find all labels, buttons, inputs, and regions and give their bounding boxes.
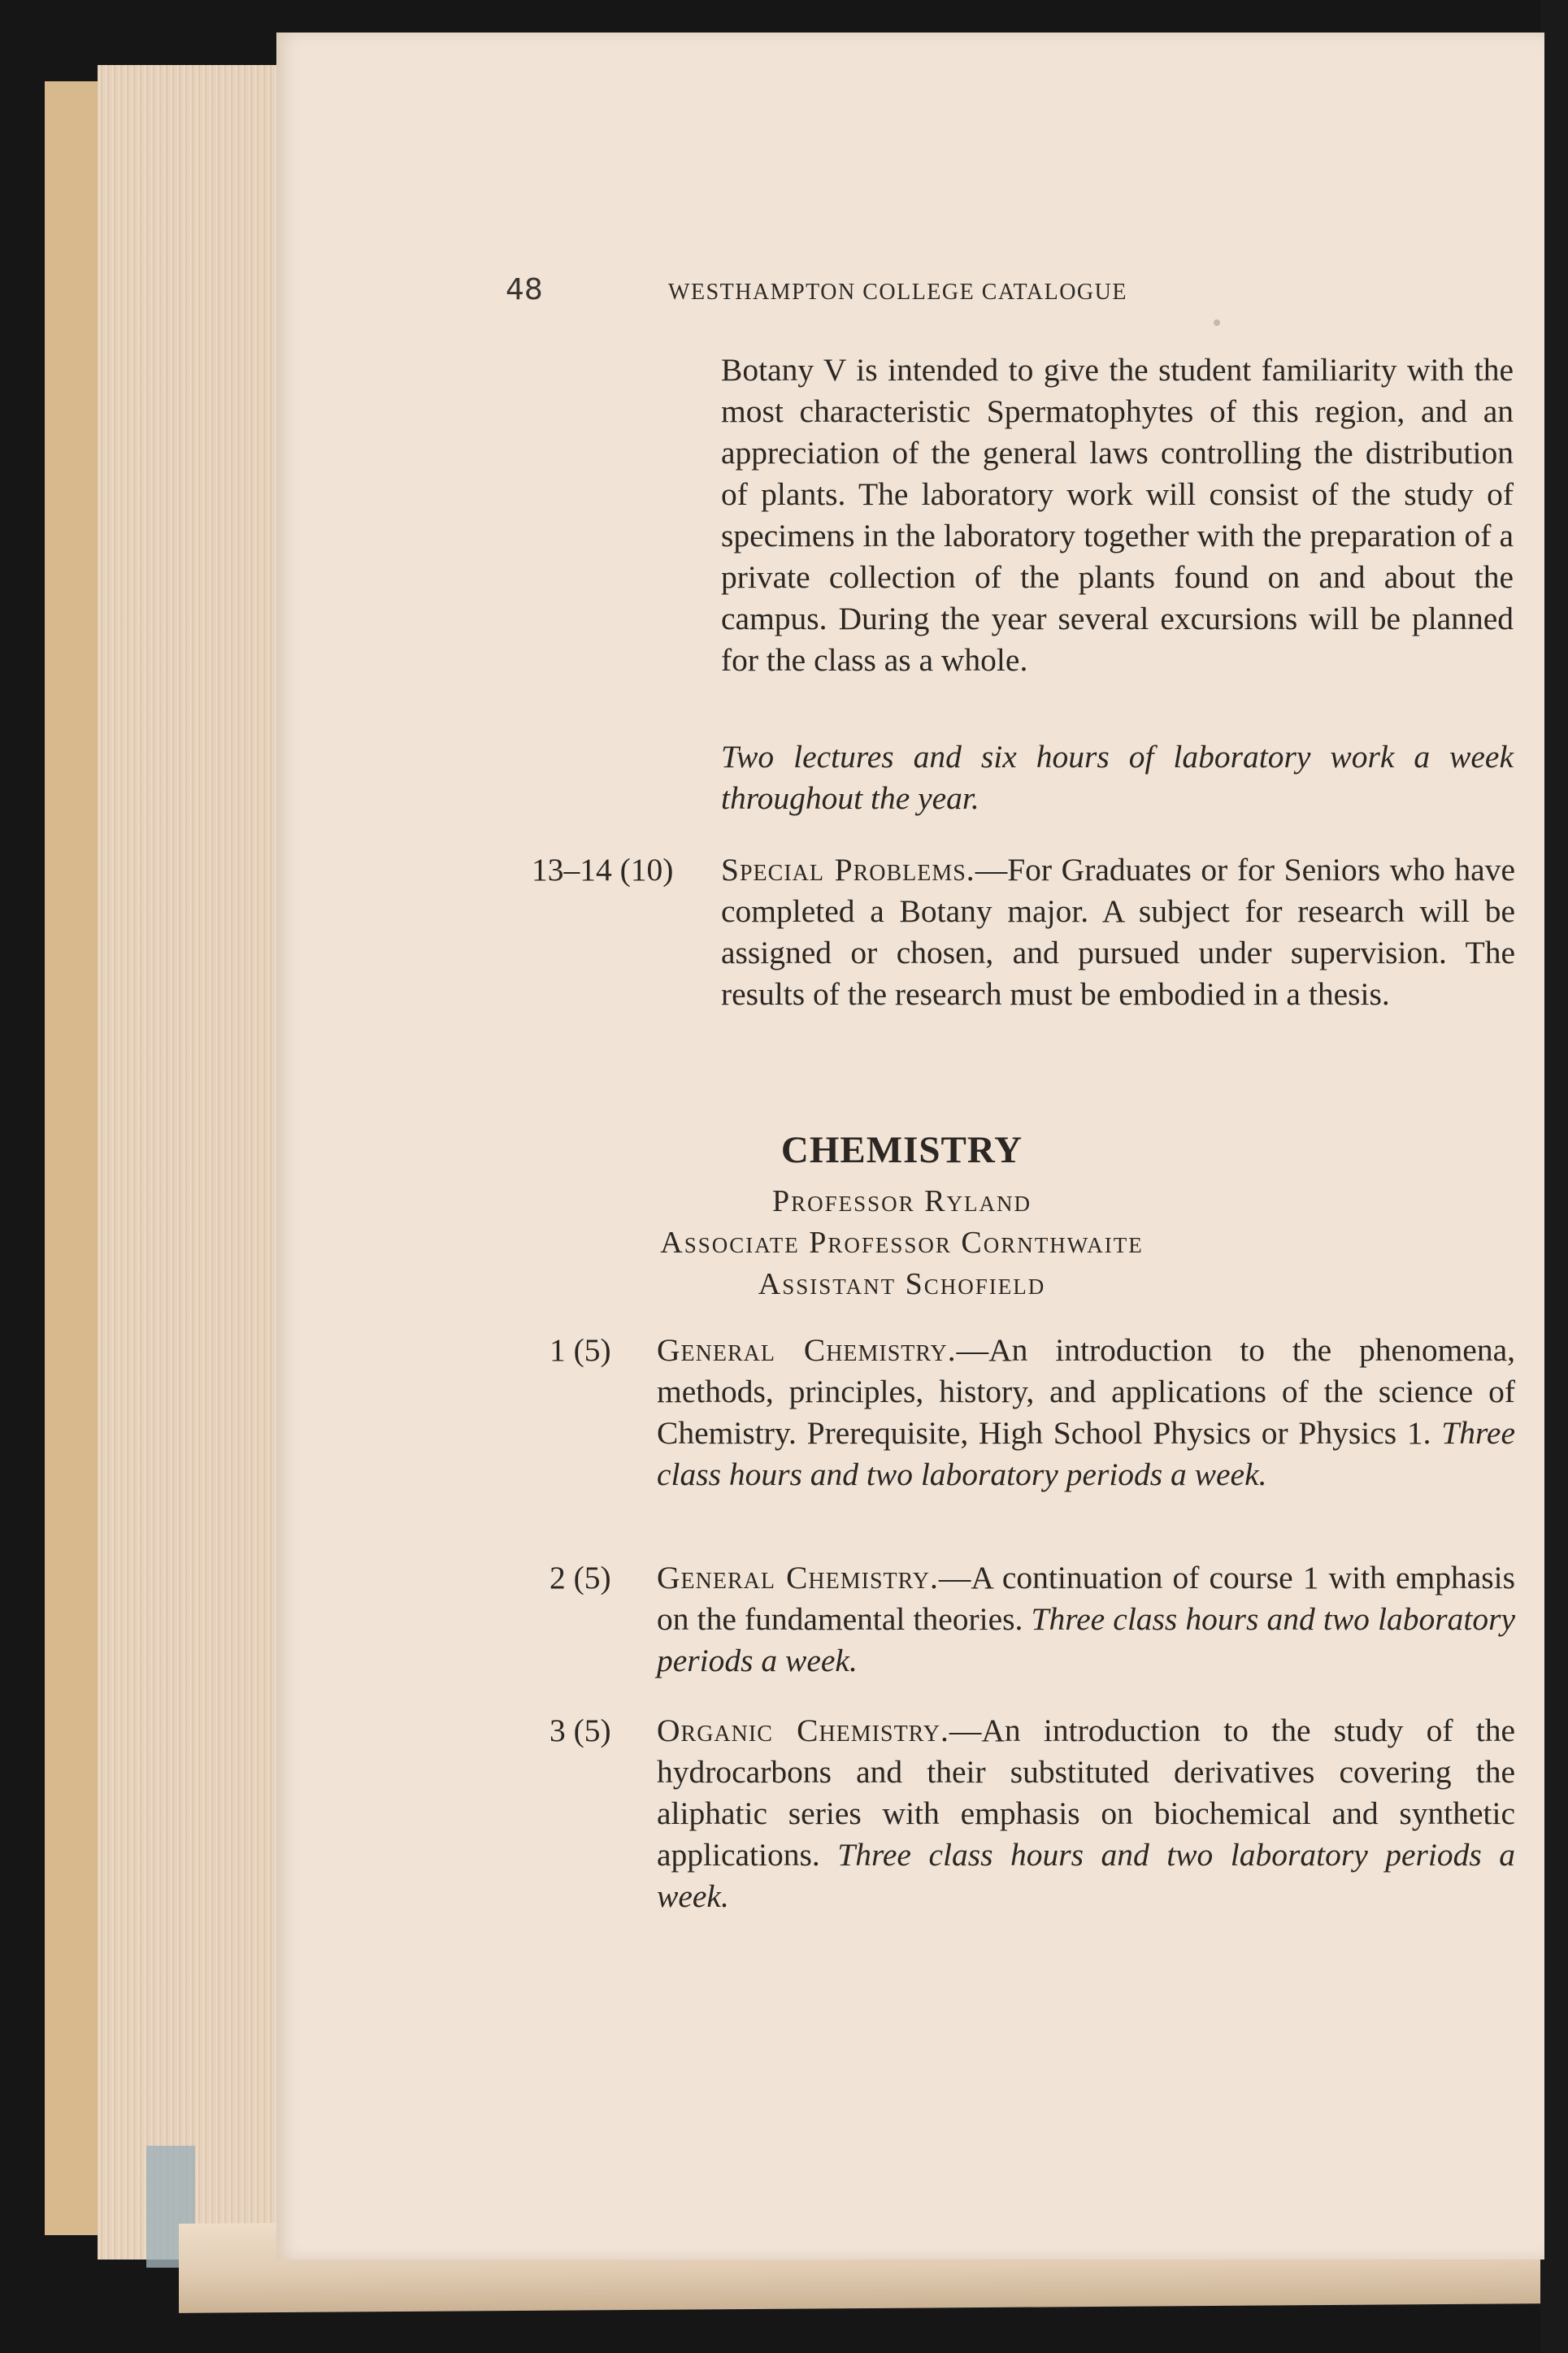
course-number: 2 (5) bbox=[549, 1560, 611, 1595]
course-title: General Chemistry. bbox=[657, 1332, 957, 1368]
course-number: 3 (5) bbox=[549, 1713, 611, 1748]
scan-background-right bbox=[1540, 0, 1568, 2353]
faculty-line: Professor Ryland bbox=[771, 1184, 1032, 1218]
course-schedule: Three class hours and two laboratory periods a week. bbox=[657, 1601, 1516, 1678]
section-heading: CHEMISTRY bbox=[780, 1129, 1023, 1171]
botany-v-schedule: Two lectures and six hours of laboratory work a week throughout the year. bbox=[721, 739, 1514, 816]
course-organic-chemistry-3 bbox=[549, 1710, 1517, 1921]
course-description: —For Graduates or for Seniors who have completed a Botany major. A subject for research will be assigned or chosen, and pursued under supervision. The results of the research must be embodied in a thesis. bbox=[721, 852, 1515, 1012]
running-title: WESTHAMPTON COLLEGE CATALOGUE bbox=[668, 280, 1127, 305]
course-general-chemistry-1 bbox=[549, 1330, 1517, 1541]
course-title: General Chemistry. bbox=[657, 1560, 939, 1595]
course-description: —A continuation of course 1 with emphasis on the fundamental theories. bbox=[657, 1560, 1515, 1637]
course-number: 13–14 (10) bbox=[532, 852, 674, 888]
ornament-dot bbox=[1214, 319, 1220, 326]
course-schedule: Three class hours and two laboratory periods a week. bbox=[657, 1837, 1515, 1914]
course-title: Organic Chemistry. bbox=[657, 1713, 949, 1748]
faculty-line: Associate Professor Cornthwaite bbox=[660, 1226, 1144, 1260]
page-number: 48 bbox=[506, 273, 543, 306]
course-general-chemistry-2 bbox=[549, 1557, 1517, 1687]
course-number: 1 (5) bbox=[549, 1332, 611, 1368]
course-description: —An introduction to the phenomena, methods, principles, history, and applications of the science of Chemistry. Prerequisite, High School Physics or Physics 1. bbox=[657, 1332, 1515, 1451]
course-schedule: Three class hours and two laboratory periods a week. bbox=[657, 1415, 1515, 1492]
course-title: Special Problems. bbox=[721, 852, 975, 888]
faculty-line: Assistant Schofield bbox=[758, 1267, 1046, 1301]
course-description: —An introduction to the study of the hydrocarbons and their substituted derivatives covering the aliphatic series with emphasis on biochemical and synthetic applications. bbox=[657, 1713, 1515, 1873]
course-special-problems bbox=[532, 849, 1515, 1069]
botany-v-paragraph: Botany V is intended to give the student familiarity with the most characteristic Spermatophytes of this region, and an appreciation of the general laws controlling the distribution of plants. The laboratory work will consist of the study of specimens in the laboratory together with the preparation of a private collection of the plants found on and about the campus. During the year several excursions will be planned for the class as a whole. bbox=[721, 352, 1514, 678]
